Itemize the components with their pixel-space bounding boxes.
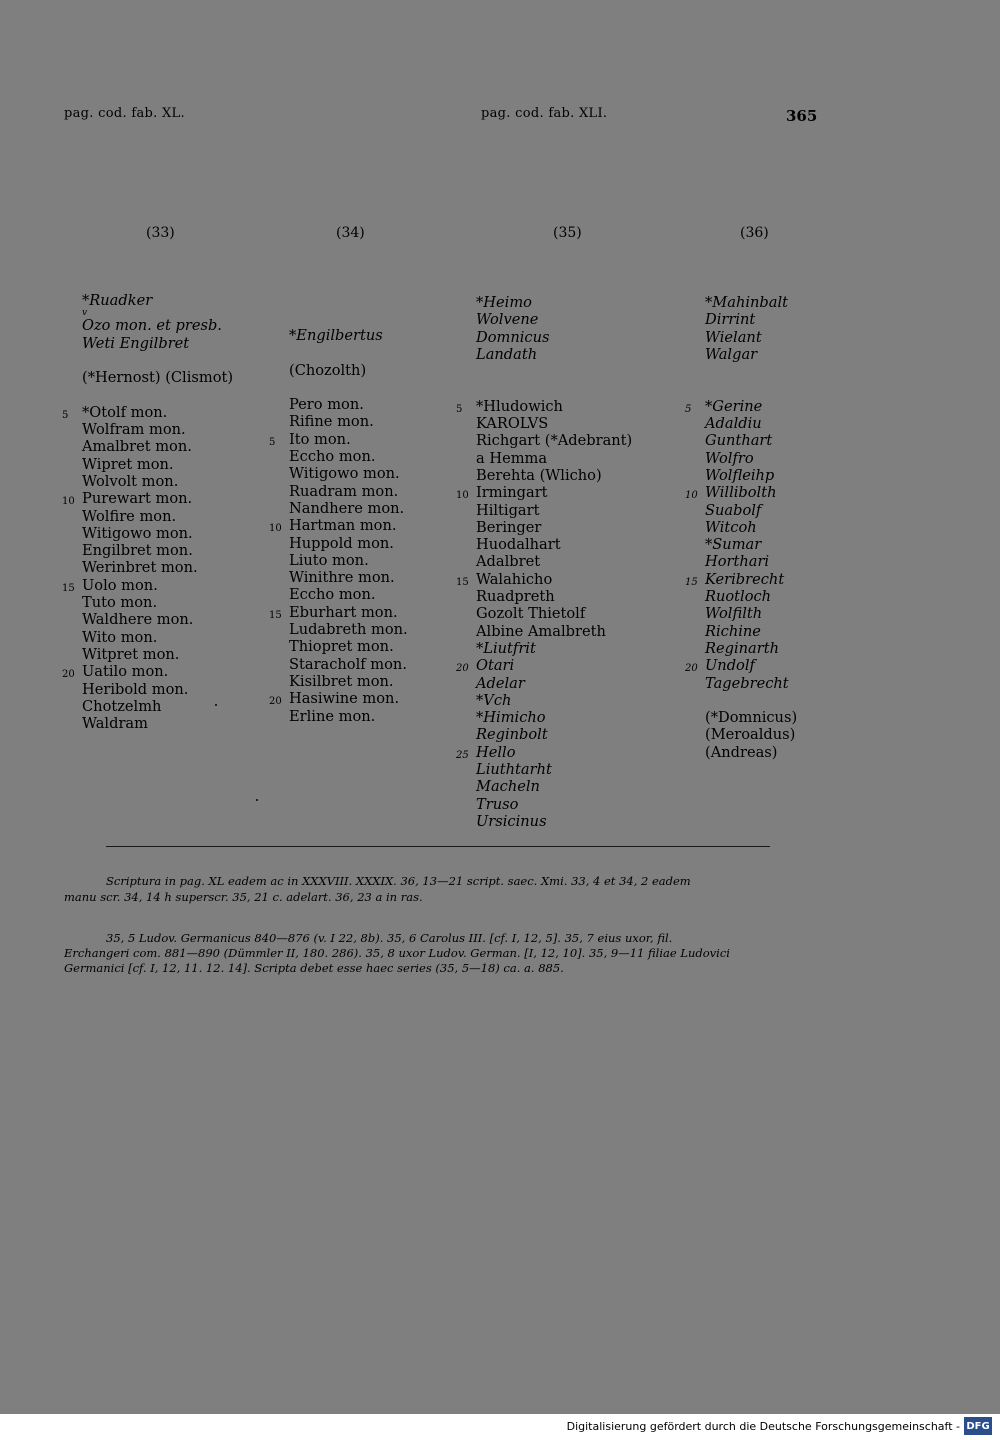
name-entry bbox=[62, 576, 233, 594]
name-entry bbox=[705, 553, 797, 570]
line-number: 20 bbox=[62, 669, 75, 681]
entry-text: Tagebrecht bbox=[705, 674, 789, 692]
entry-text: Uolo mon. bbox=[82, 576, 158, 594]
name-entry bbox=[705, 519, 797, 536]
name-entry bbox=[476, 778, 632, 795]
entry-text: Rifine mon. bbox=[289, 413, 374, 431]
funding-credit: Digitalisierung gefördert durch die Deutsche Forschungsgemeinschaft - bbox=[566, 1420, 960, 1433]
entry-text: Purewart mon. bbox=[82, 490, 193, 508]
name-entry bbox=[476, 605, 632, 622]
name-entry bbox=[289, 673, 408, 690]
name-entry bbox=[705, 450, 797, 467]
name-entry bbox=[456, 484, 632, 502]
name-entry bbox=[476, 519, 632, 536]
name-entry bbox=[289, 552, 408, 569]
entry-text: Ruadpreth bbox=[476, 588, 555, 606]
name-entry bbox=[705, 588, 797, 605]
entry-text: *Vch bbox=[476, 691, 512, 709]
name-entry bbox=[62, 663, 233, 681]
line-number: 15 bbox=[685, 576, 698, 588]
name-entry bbox=[82, 309, 233, 317]
row-gap bbox=[705, 380, 797, 397]
line-number: 5 bbox=[456, 403, 463, 415]
column-label-35: (35) bbox=[553, 225, 582, 241]
entry-text: Beringer bbox=[476, 518, 542, 536]
entry-text: Keribrecht bbox=[705, 570, 785, 588]
entry-text: Wolfram mon. bbox=[82, 421, 186, 439]
entry-text: Walgar bbox=[705, 345, 758, 363]
entry-text: Richgart (*Adebrant) bbox=[476, 432, 633, 450]
entry-text: Ursicinus bbox=[476, 812, 547, 830]
entry-text: Dirrint bbox=[705, 311, 756, 329]
name-entry bbox=[476, 329, 632, 346]
entry-text: Truso bbox=[476, 795, 519, 813]
line-number: 5 bbox=[269, 436, 276, 448]
entry-text: Ruotloch bbox=[705, 588, 772, 606]
row-gap bbox=[82, 386, 233, 403]
entry-text: Kisilbret mon. bbox=[289, 672, 394, 690]
name-entry bbox=[82, 715, 233, 732]
name-entry bbox=[269, 430, 408, 448]
row-gap bbox=[476, 380, 632, 397]
entry-text: Willibolth bbox=[705, 484, 777, 502]
entry-text: Adelar bbox=[476, 674, 525, 692]
name-entry bbox=[705, 432, 797, 449]
name-entry bbox=[476, 692, 632, 709]
entry-text: Reginbolt bbox=[476, 726, 548, 744]
entry-text: Undolf bbox=[705, 657, 755, 675]
entry-text: Winithre mon. bbox=[289, 569, 395, 587]
name-entry bbox=[476, 467, 632, 484]
name-entry bbox=[476, 536, 632, 553]
name-entry bbox=[289, 362, 408, 379]
name-entry bbox=[289, 535, 408, 552]
line-number: 10 bbox=[685, 490, 698, 502]
name-entry bbox=[82, 698, 233, 715]
name-entry bbox=[705, 415, 797, 432]
entry-text: KAROLVS bbox=[476, 415, 549, 433]
entry-text: Eccho mon. bbox=[289, 586, 376, 604]
entry-text: Werinbret mon. bbox=[82, 559, 198, 577]
name-entry bbox=[289, 500, 408, 517]
entry-text: Macheln bbox=[476, 778, 540, 796]
line-number: 15 bbox=[62, 582, 75, 594]
name-entry bbox=[705, 536, 797, 553]
name-entry bbox=[476, 623, 632, 640]
entry-text: Witcoh bbox=[705, 518, 757, 536]
column-36 bbox=[685, 294, 798, 761]
name-entry bbox=[269, 690, 408, 708]
line-number: 25 bbox=[456, 749, 469, 761]
name-entry bbox=[82, 594, 233, 611]
name-entry bbox=[82, 292, 233, 309]
page-number: 365 bbox=[786, 107, 818, 125]
name-entry bbox=[289, 327, 408, 344]
entry-text: Wolfro bbox=[705, 449, 754, 467]
entry-text: Witpret mon. bbox=[82, 645, 180, 663]
name-entry bbox=[705, 502, 797, 519]
name-entry bbox=[82, 629, 233, 646]
entry-text: Wito mon. bbox=[82, 628, 158, 646]
entry-text: Irmingart bbox=[476, 484, 548, 502]
name-entry bbox=[289, 621, 408, 638]
entry-text: Albine Amalbreth bbox=[476, 622, 606, 640]
name-entry bbox=[476, 415, 632, 432]
entry-text: Richine bbox=[705, 622, 761, 640]
name-entry bbox=[456, 743, 632, 761]
entry-text: Chotzelmh bbox=[82, 697, 162, 715]
column-33 bbox=[62, 292, 234, 733]
entry-text: Wolfleihp bbox=[705, 466, 775, 484]
entry-text: Thiopret mon. bbox=[289, 638, 394, 656]
entry-text: Heribold mon. bbox=[82, 680, 189, 698]
name-entry bbox=[269, 517, 408, 535]
entry-text: Hello bbox=[476, 743, 516, 761]
name-entry bbox=[456, 397, 632, 415]
entry-text: Wielant bbox=[705, 328, 762, 346]
name-entry bbox=[456, 657, 632, 675]
line-number: 15 bbox=[269, 609, 282, 621]
name-entry bbox=[705, 726, 797, 743]
name-entry bbox=[289, 586, 408, 603]
name-entry bbox=[476, 813, 632, 830]
entry-text: Witigowo mon. bbox=[289, 465, 400, 483]
name-entry bbox=[289, 465, 408, 482]
entry-text: Hasiwine mon. bbox=[289, 690, 400, 708]
name-entry bbox=[82, 317, 233, 334]
commentary-note-line: 35, 5 Ludov. Germanicus 840—876 (v. I 22, 8b). 35, 6 Carolus III. [cf. I, 12, 5]. 35, 7 eius uxor, fil. bbox=[106, 931, 673, 945]
name-entry bbox=[705, 605, 797, 622]
entry-text: Weti Engilbret bbox=[82, 334, 190, 352]
column-label-34: (34) bbox=[336, 225, 365, 241]
column-label-33: (33) bbox=[146, 225, 175, 241]
name-entry bbox=[705, 623, 797, 640]
name-entry bbox=[476, 726, 632, 743]
name-entry bbox=[476, 709, 632, 726]
name-entry bbox=[82, 542, 233, 559]
commentary-note-line: Germanici [cf. I, 12, 11. 12. 14]. Scripta debet esse haec series (35, 5—18) ca. a. 885. bbox=[64, 961, 564, 975]
entry-text: Liuthtarht bbox=[476, 761, 552, 779]
entry-text: Ozo mon. et presb. bbox=[82, 317, 222, 335]
name-entry bbox=[62, 403, 233, 421]
entry-text: (Chozolth) bbox=[289, 361, 367, 379]
entry-text: *Ruadker bbox=[82, 292, 153, 309]
entry-text: *Sumar bbox=[705, 536, 762, 554]
name-entry bbox=[685, 657, 797, 675]
stray-mark bbox=[215, 704, 217, 706]
name-entry bbox=[476, 761, 632, 778]
commentary-note-line: Erchangeri com. 881—890 (Dümmler II, 180. 286). 35, 8 uxor Ludov. German. [I, 12, 10]. 35, 9—11 filiae Ludovici bbox=[64, 946, 730, 960]
dfg-logo: DFG bbox=[964, 1417, 992, 1435]
entry-text: Walahicho bbox=[476, 570, 553, 588]
entry-text: *Hludowich bbox=[476, 397, 563, 415]
entry-text: (Andreas) bbox=[705, 743, 778, 761]
entry-text: Waldhere mon. bbox=[82, 611, 194, 629]
row-gap bbox=[476, 363, 632, 380]
name-entry bbox=[476, 553, 632, 570]
entry-text: Ruadram mon. bbox=[289, 482, 399, 500]
name-entry bbox=[82, 335, 233, 352]
name-entry bbox=[476, 311, 632, 328]
apparatus-note-line: manu scr. 34, 14 h superscr. 35, 21 c. adelart. 36, 23 a in ras. bbox=[64, 890, 423, 904]
name-entry bbox=[289, 483, 408, 500]
name-entry bbox=[289, 413, 408, 430]
name-entry bbox=[705, 329, 797, 346]
name-entry bbox=[476, 294, 632, 311]
name-entry bbox=[476, 346, 632, 363]
entry-text: *Gerine bbox=[705, 397, 763, 415]
entry-text: *Liutfrit bbox=[476, 639, 536, 657]
entry-text: Tuto mon. bbox=[82, 594, 158, 612]
entry-text: Uatilo mon. bbox=[82, 663, 169, 681]
name-entry bbox=[82, 508, 233, 525]
name-entry bbox=[289, 656, 408, 673]
entry-text: *Himicho bbox=[476, 709, 546, 727]
entry-text: Ludabreth mon. bbox=[289, 621, 408, 639]
entry-text: Berehta (Wlicho) bbox=[476, 466, 602, 484]
name-entry bbox=[82, 611, 233, 628]
line-number: 20 bbox=[269, 696, 282, 708]
stray-mark bbox=[256, 799, 258, 801]
running-header-left: pag. cod. fab. XL. bbox=[64, 106, 185, 121]
entry-text: Witigowo mon. bbox=[82, 524, 193, 542]
running-header-center: pag. cod. fab. XLI. bbox=[481, 106, 608, 121]
entry-text: Wipret mon. bbox=[82, 455, 174, 473]
name-entry bbox=[476, 502, 632, 519]
entry-text: Hiltigart bbox=[476, 501, 540, 519]
entry-text: Gunthart bbox=[705, 432, 773, 450]
entry-text: *Mahinbalt bbox=[705, 294, 788, 311]
entry-text: *Engilbertus bbox=[289, 327, 383, 344]
name-entry bbox=[685, 397, 797, 415]
name-entry bbox=[82, 525, 233, 542]
name-entry bbox=[289, 708, 408, 725]
entry-text: (*Domnicus) bbox=[705, 709, 798, 727]
entry-text: v bbox=[82, 308, 88, 319]
entry-text: (*Hernost) (Clismot) bbox=[82, 369, 234, 387]
line-number: 10 bbox=[269, 523, 282, 535]
name-entry bbox=[269, 603, 408, 621]
name-entry bbox=[705, 640, 797, 657]
name-entry bbox=[476, 796, 632, 813]
name-entry bbox=[82, 421, 233, 438]
entry-text: Engilbret mon. bbox=[82, 542, 193, 560]
entry-text: Huodalhart bbox=[476, 536, 561, 554]
name-entry bbox=[705, 709, 797, 726]
entry-text: Huppold mon. bbox=[289, 534, 394, 552]
name-entry bbox=[82, 681, 233, 698]
name-entry bbox=[476, 640, 632, 657]
name-entry bbox=[705, 346, 797, 363]
entry-text: Pero mon. bbox=[289, 396, 364, 414]
line-number: 15 bbox=[456, 576, 469, 588]
entry-text: Staracholf mon. bbox=[289, 655, 407, 673]
entry-text: Landath bbox=[476, 345, 538, 363]
entry-text: Adalbret bbox=[476, 553, 541, 571]
line-number: 20 bbox=[456, 663, 469, 675]
line-number: 10 bbox=[62, 496, 75, 508]
column-label-36: (36) bbox=[740, 225, 769, 241]
entry-text: Wolfire mon. bbox=[82, 507, 177, 525]
entry-text: Eccho mon. bbox=[289, 448, 376, 466]
name-entry bbox=[82, 646, 233, 663]
entry-text: Waldram bbox=[82, 715, 148, 733]
name-entry bbox=[289, 638, 408, 655]
line-number: 5 bbox=[685, 403, 692, 415]
name-entry bbox=[476, 675, 632, 692]
entry-text: Hartman mon. bbox=[289, 517, 397, 535]
entry-text: Eburhart mon. bbox=[289, 603, 398, 621]
entry-text: Ito mon. bbox=[289, 430, 351, 448]
entry-text: Wolvene bbox=[476, 311, 539, 329]
name-entry bbox=[476, 588, 632, 605]
name-entry bbox=[705, 294, 797, 311]
entry-text: Reginarth bbox=[705, 639, 779, 657]
entry-text: Adaldiu bbox=[705, 415, 762, 433]
entry-text: *Otolf mon. bbox=[82, 403, 168, 421]
entry-text: Otari bbox=[476, 657, 515, 675]
name-entry bbox=[705, 311, 797, 328]
row-gap bbox=[82, 352, 233, 369]
name-entry bbox=[476, 450, 632, 467]
name-entry bbox=[476, 432, 632, 449]
entry-text: Nandhere mon. bbox=[289, 499, 405, 517]
name-entry bbox=[82, 559, 233, 576]
entry-text: Wolfilth bbox=[705, 605, 763, 623]
entry-text: *Heimo bbox=[476, 294, 532, 311]
line-number: 10 bbox=[456, 490, 469, 502]
entry-text: Horthari bbox=[705, 553, 770, 571]
line-number: 20 bbox=[685, 663, 698, 675]
name-entry bbox=[82, 369, 233, 386]
footnote-separator bbox=[106, 846, 770, 847]
name-entry bbox=[82, 473, 233, 490]
name-entry bbox=[705, 467, 797, 484]
name-entry bbox=[685, 484, 797, 502]
name-entry bbox=[289, 396, 408, 413]
name-entry bbox=[62, 490, 233, 508]
name-entry bbox=[82, 456, 233, 473]
entry-text: Erline mon. bbox=[289, 707, 376, 725]
column-35 bbox=[456, 294, 633, 830]
name-entry bbox=[289, 569, 408, 586]
entry-text: Gozolt Thietolf bbox=[476, 605, 586, 623]
entry-text: a Hemma bbox=[476, 449, 548, 467]
entry-text: (Meroaldus) bbox=[705, 726, 796, 744]
name-entry bbox=[685, 570, 797, 588]
entry-text: Liuto mon. bbox=[289, 551, 369, 569]
row-gap bbox=[705, 692, 797, 709]
row-gap bbox=[289, 379, 408, 396]
entry-text: Wolvolt mon. bbox=[82, 472, 179, 490]
name-entry bbox=[82, 438, 233, 455]
column-34 bbox=[269, 327, 408, 725]
name-entry bbox=[456, 570, 632, 588]
name-entry bbox=[289, 448, 408, 465]
row-gap bbox=[705, 363, 797, 380]
entry-text: Suabolf bbox=[705, 501, 762, 519]
name-entry bbox=[705, 744, 797, 761]
entry-text: Amalbret mon. bbox=[82, 438, 192, 456]
entry-text: Domnicus bbox=[476, 328, 550, 346]
line-number: 5 bbox=[62, 409, 69, 421]
row-gap bbox=[289, 344, 408, 361]
apparatus-note-line: Scriptura in pag. XL eadem ac in XXXVIII. XXXIX. 36, 13—21 script. saec. Xmi. 33, 4 et 34, 2 eadem bbox=[106, 874, 691, 888]
name-entry bbox=[705, 675, 797, 692]
